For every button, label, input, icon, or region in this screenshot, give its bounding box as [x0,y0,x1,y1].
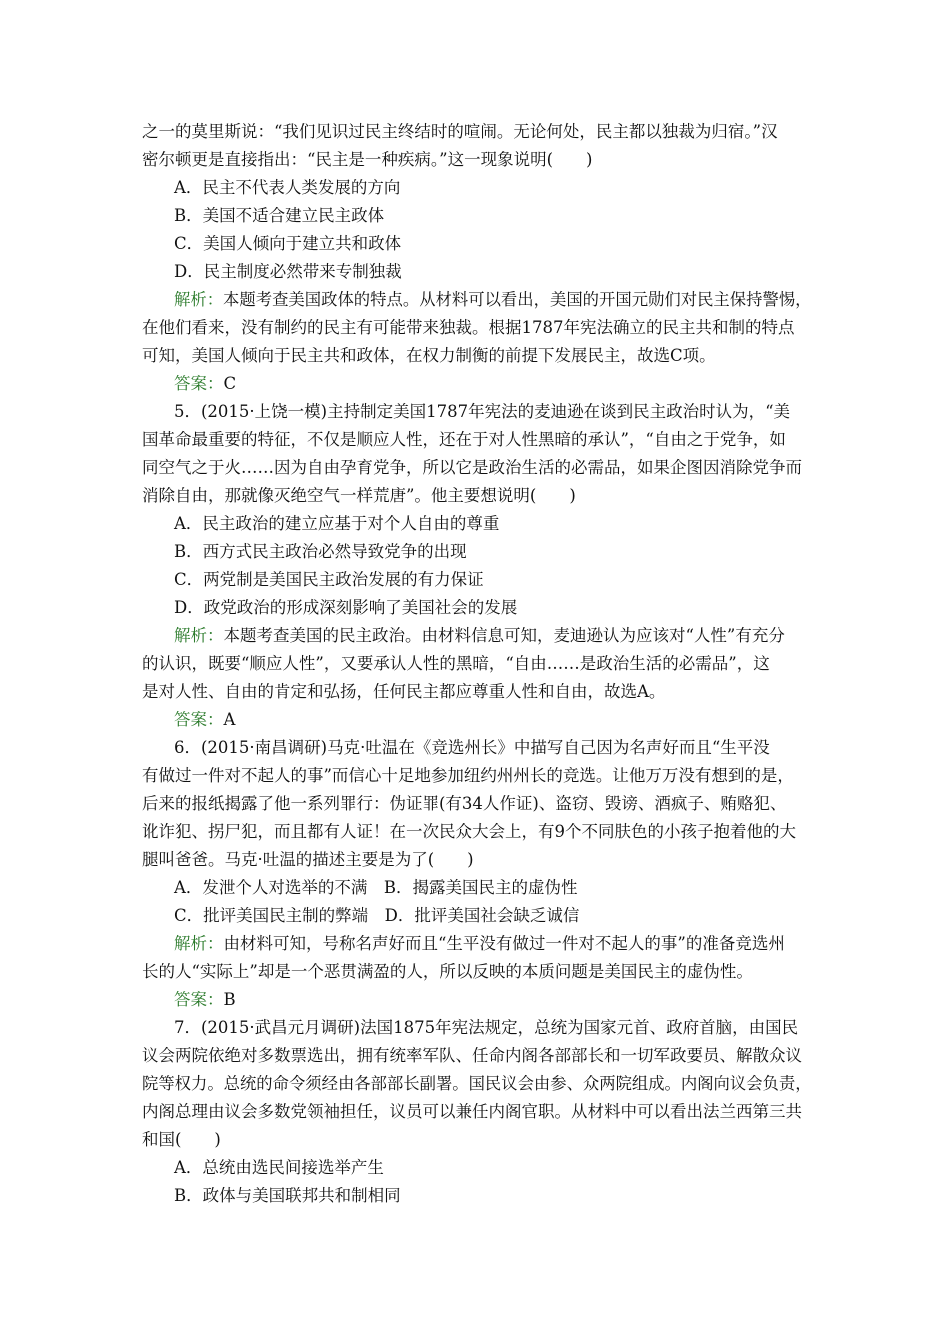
analysis-label: 解析： [174,290,224,309]
q6-answer-line [174,986,236,1014]
answer-label: 答案： [174,990,224,1009]
q5-answer-line [174,706,235,734]
q6-stem-line: 后来的报纸揭露了他一系列罪行：伪证罪(有34人作证)、盗窃、毁谤、酒疯子、贿赂犯、 [142,794,787,813]
q6-stem-line: 腿叫爸爸。马克·吐温的描述主要是为了( ) [142,850,474,869]
q4-stem-line: 密尔顿更是直接指出：“民主是一种疾病。”这一现象说明( ) [142,150,593,169]
q5-stem-line: 同空气之于火……因为自由孕育党争，所以它是政治生活的必需品，如果企图因消除党争而 [142,458,802,477]
q6-stem-line: 讹诈犯、拐尸犯，而且都有人证！在一次民众大会上，有9个不同肤色的小孩子抱着他的大 [142,822,796,841]
q6-options-cd: C．批评美国民主制的弊端 D．批评美国社会缺乏诚信 [174,906,580,925]
q7-stem-line: 内阁总理由议会多数党领袖担任，议员可以兼任内阁官职。从材料中可以看出法兰西第三共 [142,1102,802,1121]
q4-option-c: C．美国人倾向于建立共和政体 [174,234,402,253]
analysis-label: 解析： [174,934,224,953]
q6-stem-line: 有做过一件对不起人的事”而信心十足地参加纽约州州长的竞选。让他万万没有想到的是， [142,766,794,785]
q6-stem-line: 6．(2015·南昌调研)马克·吐温在《竞选州长》中描写自己因为名声好而且“生平没 [174,738,770,757]
q4-stem-line: 之一的莫里斯说：“我们见识过民主终结时的喧闹。无论何处，民主都以独裁为归宿。”汉 [142,122,778,141]
q4-analysis-line: 在他们看来，没有制约的民主有可能带来独裁。根据1787年宪法确立的民主共和制的特点 [142,318,795,337]
q4-answer: C [223,374,237,393]
q4-option-a: A．民主不代表人类发展的方向 [174,178,401,197]
answer-label: 答案： [174,710,224,729]
q6-analysis-line: 长的人“实际上”却是一个恶贯满盈的人，所以反映的本质问题是美国民主的虚伪性。 [142,962,753,981]
q4-answer-line [174,370,236,398]
q6-analysis-line [174,930,785,958]
q5-analysis-text: 本题考查美国的民主政治。由材料信息可知，麦迪逊认为应该对“人性”有充分 [223,626,785,645]
q5-stem-line: 消除自由，那就像灭绝空气一样荒唐”。他主要想说明( ) [142,486,576,505]
q5-option-c: C．两党制是美国民主政治发展的有力保证 [174,570,484,589]
q5-stem-line: 国革命最重要的特征，不仅是顺应人性，还在于对人性黑暗的承认”，“自由之于党争，如 [142,430,786,449]
q5-stem-line: 5．(2015·上饶一模)主持制定美国1787年宪法的麦迪逊在谈到民主政治时认为，“美 [174,402,791,421]
q6-analysis-text: 由材料可知，号称名声好而且“生平没有做过一件对不起人的事”的准备竞选州 [223,934,785,953]
q5-analysis-line: 是对人性、自由的肯定和弘扬，任何民主都应尊重人性和自由，故选A。 [142,682,666,701]
q5-answer: A [223,710,236,729]
q7-stem-line: 议会两院依绝对多数票选出，拥有统率军队、任命内阁各部部长和一切军政要员、解散众议 [142,1046,802,1065]
q5-option-b: B．西方式民主政治必然导致党争的出现 [174,542,467,561]
q7-stem-line: 院等权力。总统的命令须经由各部部长副署。国民议会由参、众两院组成。内阁向议会负责， [142,1074,812,1093]
q7-option-b: B．政体与美国联邦共和制相同 [174,1186,401,1205]
analysis-label: 解析： [174,626,224,645]
q4-analysis-line: 可知，美国人倾向于民主共和政体，在权力制衡的前提下发展民主，故选C项。 [142,346,716,365]
q4-analysis-text: 本题考查美国政体的特点。从材料可以看出，美国的开国元勋们对民主保持警惕， [223,290,812,309]
q4-option-b: B．美国不适合建立民主政体 [174,206,385,225]
q5-analysis-line [174,622,785,650]
q5-analysis-line: 的认识，既要“顺应人性”，又要承认人性的黑暗，“自由……是政治生活的必需品”，这 [142,654,770,673]
q7-option-a: A．总统由选民间接选举产生 [174,1158,384,1177]
answer-label: 答案： [174,374,224,393]
q7-stem-line: 和国( ) [142,1130,221,1149]
q6-options-ab: A．发泄个人对选举的不满 B．揭露美国民主的虚伪性 [174,878,578,897]
q5-option-d: D．政党政治的形成深刻影响了美国社会的发展 [174,598,518,617]
q4-option-d: D．民主制度必然带来专制独裁 [174,262,402,281]
q4-analysis-line [174,286,812,314]
q6-answer: B [223,990,236,1009]
q7-stem-line: 7．(2015·武昌元月调研)法国1875年宪法规定，总统为国家元首、政府首脑，由国民 [174,1018,799,1037]
q5-option-a: A．民主政治的建立应基于对个人自由的尊重 [174,514,500,533]
